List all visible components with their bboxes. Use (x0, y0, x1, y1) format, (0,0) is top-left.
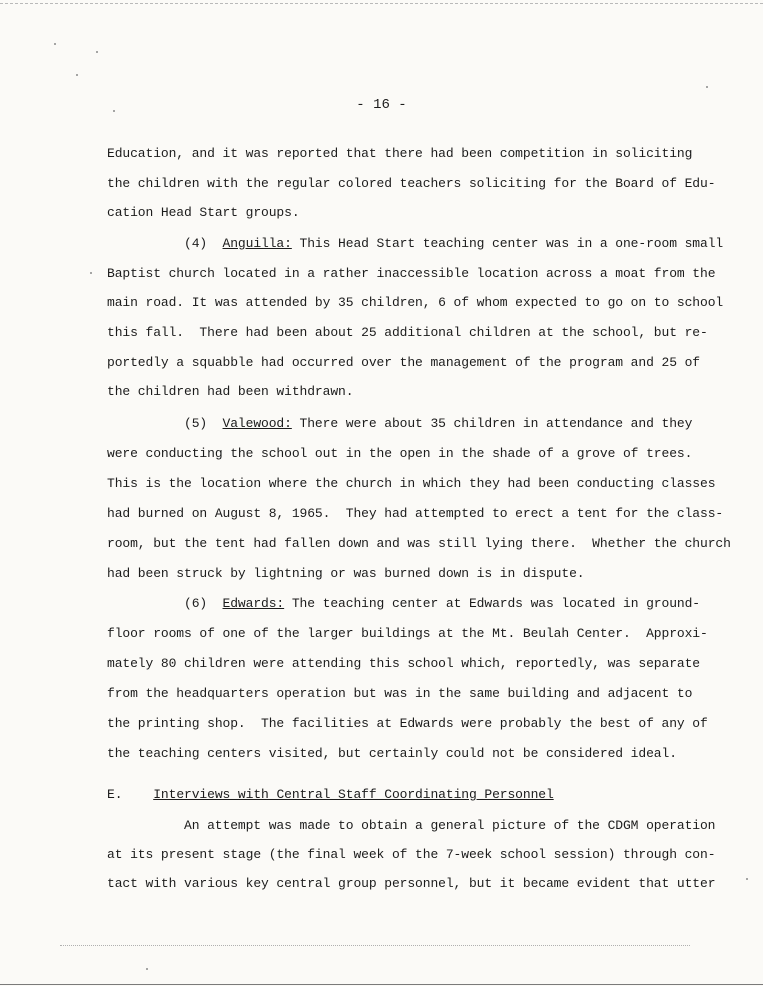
item-heading-anguilla: Anguilla: (222, 236, 292, 251)
scan-speck (113, 110, 115, 112)
anguilla-first-line (184, 236, 723, 251)
item-number: (6) (184, 596, 208, 611)
body-line: the children with the regular colored teachers soliciting for the Board of Edu- (107, 176, 716, 191)
item-heading-edwards: Edwards: (222, 596, 285, 611)
body-line: this fall. There had been about 25 additional children at the school, but re- (107, 325, 708, 340)
body-line: were conducting the school out in the open in the shade of a grove of trees. (107, 446, 693, 461)
body-line: mately 80 children were attending this school which, reportedly, was separate (107, 656, 700, 671)
body-line: Education, and it was reported that there had been competition in soliciting (107, 146, 693, 161)
body-line: An attempt was made to obtain a general picture of the CDGM operation (184, 818, 716, 833)
section-letter: E. (107, 787, 123, 802)
item-heading-valewood: Valewood: (222, 416, 292, 431)
item-number: (5) (184, 416, 208, 431)
edwards-first-line (184, 596, 700, 611)
top-edge-dashes (0, 3, 763, 4)
scan-dotted-line (60, 945, 690, 946)
body-line: had been struck by lightning or was burned down is in dispute. (107, 566, 585, 581)
body-line: at its present stage (the final week of the 7-week school session) through con- (107, 847, 716, 862)
scan-speck (76, 74, 78, 76)
scan-speck (706, 86, 708, 88)
body-text: This Head Start teaching center was in a one-room small (291, 236, 724, 251)
body-line: room, but the tent had fallen down and was still lying there. Whether the church (107, 536, 731, 551)
body-line: main road. It was attended by 35 children, 6 of whom expected to go on to school (107, 295, 724, 310)
bottom-edge-rule (0, 984, 763, 985)
body-line: Baptist church located in a rather inaccessible location across a moat from the (107, 266, 716, 281)
body-line: the teaching centers visited, but certainly could not be considered ideal. (107, 746, 677, 761)
scan-speck (146, 968, 148, 970)
body-line: portedly a squabble had occurred over the management of the program and 25 of (107, 355, 700, 370)
item-number: (4) (184, 236, 208, 251)
body-text: There were about 35 children in attendance and they (291, 416, 693, 431)
scan-speck (90, 272, 92, 274)
body-line: the children had been withdrawn. (107, 384, 354, 399)
body-line: tact with various key central group personnel, but it became evident that utter (107, 876, 716, 891)
section-title: Interviews with Central Staff Coordinating Personnel (153, 787, 554, 802)
scan-speck (54, 43, 56, 45)
page-number: - 16 - (356, 97, 407, 113)
body-line: had burned on August 8, 1965. They had attempted to erect a tent for the class- (107, 506, 724, 521)
section-e-heading (107, 787, 554, 802)
valewood-first-line (184, 416, 692, 431)
body-line: cation Head Start groups. (107, 205, 300, 220)
body-line: from the headquarters operation but was in the same building and adjacent to (107, 686, 693, 701)
body-line: This is the location where the church in which they had been conducting classes (107, 476, 716, 491)
body-line: floor rooms of one of the larger buildings at the Mt. Beulah Center. Approxi- (107, 626, 708, 641)
body-text: The teaching center at Edwards was located in ground- (284, 596, 701, 611)
scan-speck (96, 51, 98, 53)
body-line: the printing shop. The facilities at Edwards were probably the best of any of (107, 716, 708, 731)
scan-speck (746, 878, 748, 880)
